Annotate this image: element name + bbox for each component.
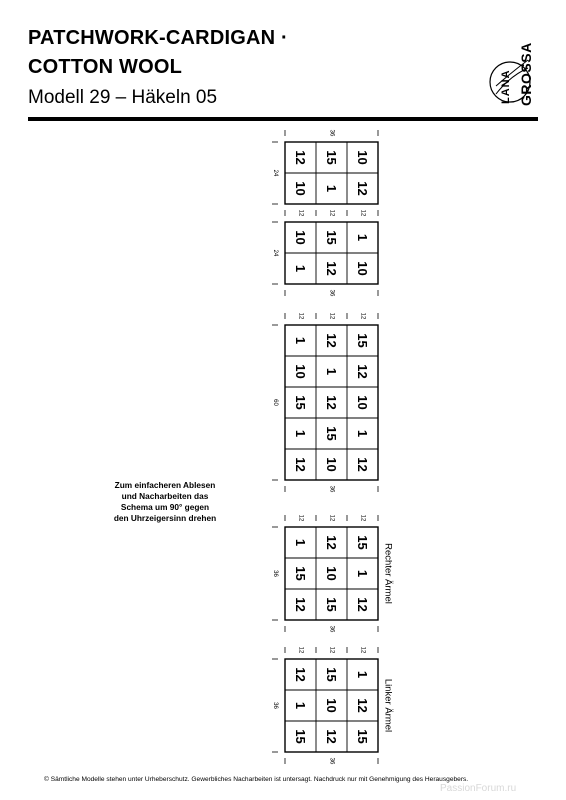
sleeve-label: Linker Ärmel [382, 678, 394, 733]
patch-number: 15 [355, 729, 370, 744]
patch-number: 10 [355, 261, 370, 276]
height-dimension: 24 [272, 249, 278, 257]
watermark: PassionForum.ru [440, 783, 517, 794]
height-dimension: 60 [272, 399, 278, 406]
patch-number: 15 [293, 395, 308, 410]
patch-number: 12 [355, 457, 370, 472]
subtitle: Modell 29 – Häkeln 05 [28, 87, 218, 108]
height-dimension: 24 [272, 169, 278, 177]
patch-number: 15 [324, 150, 339, 165]
sleeve-label: Rechter Ärmel [382, 543, 394, 604]
width-dimension: 36 [328, 625, 335, 633]
patch-number: 10 [324, 566, 339, 581]
patch-number: 1 [293, 264, 308, 273]
patch-number: 10 [324, 698, 339, 713]
patch-number: 15 [355, 333, 370, 348]
column-dimension: 12 [359, 209, 366, 217]
column-dimension: 12 [359, 646, 366, 654]
title-line-2: COTTON WOOL [28, 56, 183, 78]
patch-number: 1 [293, 701, 308, 710]
patch-number: 1 [355, 429, 370, 438]
patch-number: 15 [293, 566, 308, 581]
patch-number: 12 [324, 729, 339, 744]
rotation-note [70, 480, 260, 524]
note-line: den Uhrzeigersinn drehen [113, 513, 217, 523]
patch-number: 12 [355, 698, 370, 713]
column-dimension: 12 [328, 312, 335, 320]
column-dimension: 12 [328, 209, 335, 217]
patch-number: 15 [293, 729, 308, 744]
patch-number: 12 [355, 364, 370, 379]
patch-number: 12 [324, 261, 339, 276]
patch-number: 15 [324, 230, 339, 245]
note-line: und Nacharbeiten das [121, 491, 209, 501]
width-dimension: 36 [328, 289, 335, 297]
note-line: Schema um 90° gegen [120, 502, 210, 512]
patch-number: 12 [293, 597, 308, 612]
patch-number: 12 [293, 457, 308, 472]
width-dimension: 36 [328, 485, 335, 493]
patch-number: 12 [324, 535, 339, 550]
patch-number: 10 [355, 395, 370, 410]
height-dimension: 36 [272, 702, 278, 709]
column-dimension: 12 [359, 514, 366, 522]
column-dimension: 12 [297, 514, 304, 522]
patch-number: 12 [355, 597, 370, 612]
patch-number: 12 [324, 333, 339, 348]
patch-number: 10 [293, 230, 308, 245]
patch-number: 1 [293, 336, 308, 345]
patch-number: 10 [355, 150, 370, 165]
column-dimension: 12 [328, 514, 335, 522]
copyright-footer: © Sämtliche Modelle stehen unter Urheberschutz. Gewerbliches Nacharbeiten ist untersagt. Nachdruck nur mit Genehmigung des Herausgebers. [44, 776, 469, 783]
patch-number: 12 [355, 181, 370, 196]
patch-number: 15 [324, 667, 339, 682]
column-dimension: 12 [297, 209, 304, 217]
patch-number: 1 [355, 569, 370, 578]
patch-number: 1 [293, 538, 308, 547]
patch-number: 1 [324, 184, 339, 193]
column-dimension: 12 [297, 312, 304, 320]
patch-number: 1 [355, 233, 370, 242]
note-line: Zum einfacheren Ablesen [114, 480, 216, 490]
logo-word-large: GROSSA [518, 42, 534, 106]
width-dimension: 36 [328, 757, 335, 765]
height-dimension: 36 [272, 570, 278, 577]
patch-number: 1 [293, 429, 308, 438]
column-dimension: 12 [328, 646, 335, 654]
patch-number: 1 [355, 670, 370, 679]
patch-number: 10 [293, 181, 308, 196]
width-dimension: 36 [328, 129, 335, 137]
column-dimension: 12 [297, 646, 304, 654]
patch-number: 12 [324, 395, 339, 410]
patch-number: 1 [324, 367, 339, 376]
patch-number: 12 [293, 667, 308, 682]
title-line-1: PATCHWORK-CARDIGAN · [28, 27, 288, 49]
logo-word-small: LANA [500, 69, 512, 104]
patch-number: 10 [293, 364, 308, 379]
patch-number: 15 [324, 426, 339, 441]
column-dimension: 12 [359, 312, 366, 320]
patch-number: 15 [355, 535, 370, 550]
patch-number: 10 [324, 457, 339, 472]
patch-number: 12 [293, 150, 308, 165]
patch-number: 15 [324, 597, 339, 612]
